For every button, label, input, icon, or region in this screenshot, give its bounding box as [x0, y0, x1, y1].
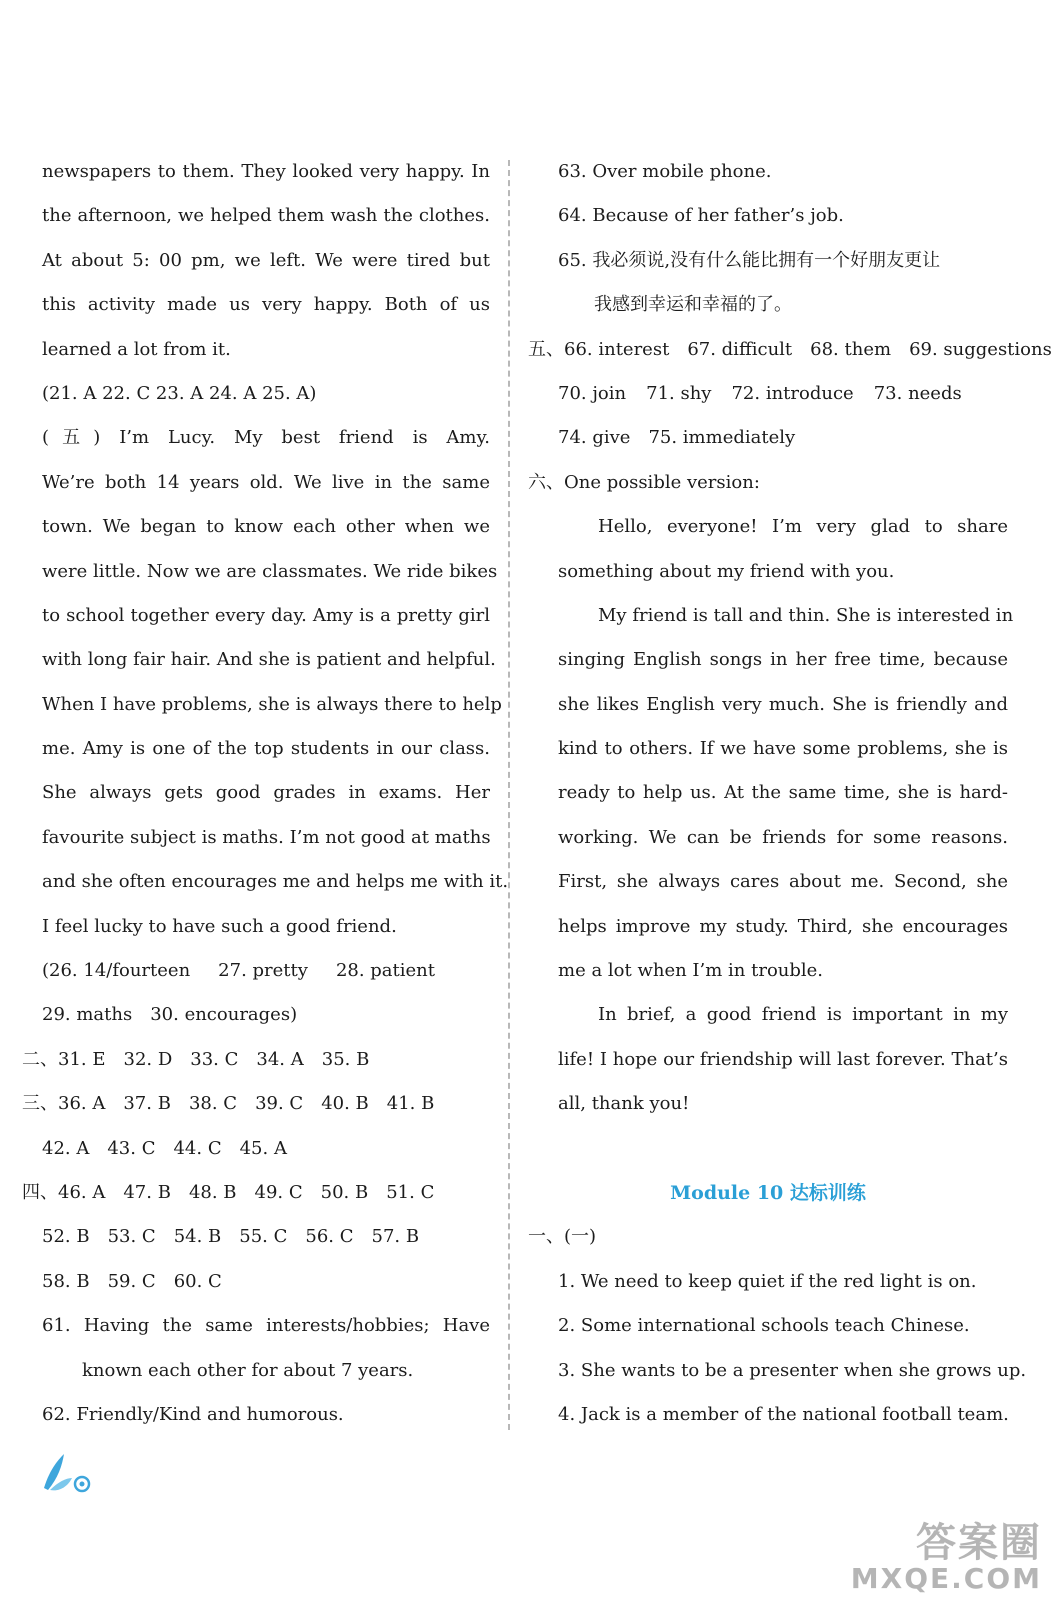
text-line: I feel lucky to have such a good friend. — [42, 915, 397, 937]
answer-line-21-25: (21. A 22. C 23. A 24. A 25. A) — [42, 382, 317, 404]
answer: 71. shy — [646, 382, 712, 404]
column-divider — [508, 160, 510, 1430]
answer: 35. B — [321, 1048, 370, 1070]
text-line: favourite subject is maths. I’m not good at maths — [42, 826, 491, 848]
answer: 73. needs — [873, 382, 962, 404]
watermark — [851, 1522, 1042, 1594]
section-1-heading: 一、(一) — [528, 1226, 597, 1248]
section-5-answers-b — [528, 372, 1008, 416]
answer: 五、66. interest — [528, 338, 670, 360]
text-line: kind to others. If we have some problems, she is — [558, 738, 1008, 760]
answer: 37. B — [123, 1093, 171, 1115]
text-line: this activity made us very happy. Both of us — [42, 294, 490, 316]
answer-65-line: 我感到幸运和幸福的了。 — [594, 294, 792, 316]
text-line: We’re both 14 years old. We live in the same — [42, 471, 490, 493]
answer: 75. immediately — [648, 427, 796, 449]
answer: 27. pretty — [218, 960, 308, 982]
text-line: She always gets good grades in exams. Her — [42, 782, 490, 804]
answer: 38. C — [188, 1093, 238, 1115]
answer: 54. B — [173, 1226, 222, 1248]
answer: 40. B — [321, 1093, 369, 1115]
answer: 42. A — [42, 1137, 90, 1159]
text-line: When I have problems, she is always there to help — [42, 693, 502, 715]
text-line: were little. Now we are classmates. We ride bikes — [42, 560, 498, 582]
answer: 60. C — [173, 1270, 222, 1292]
text-line: ready to help us. At the same time, she is hard- — [558, 782, 1008, 804]
module-answer-1: 1. We need to keep quiet if the red light is on. — [558, 1270, 977, 1292]
section-3-answers-b — [42, 1127, 490, 1171]
answer: 48. B — [188, 1181, 237, 1203]
right-column — [528, 150, 1052, 1437]
text-line: newspapers to them. They looked very happy. In — [42, 161, 490, 182]
text-line: town. We began to know each other when we — [42, 516, 490, 538]
answer: 29. maths — [42, 1004, 133, 1026]
answer-64: 64. Because of her father’s job. — [558, 205, 844, 227]
answer: 72. introduce — [731, 382, 854, 404]
text-line: helps improve my study. Third, she encourages — [558, 915, 1008, 937]
answer: 41. B — [386, 1093, 435, 1115]
answer: 52. B — [42, 1226, 90, 1248]
answer-line-26-28 — [42, 949, 490, 993]
text-line: to school together every day. Amy is a pretty girl — [42, 604, 490, 626]
page-ornament-icon — [40, 1448, 96, 1496]
answer: 30. encourages) — [150, 1004, 298, 1026]
passage-paragraph — [42, 150, 490, 372]
answer: 32. D — [123, 1048, 173, 1070]
answer: 44. C — [173, 1137, 222, 1159]
text-line: all, thank you! — [558, 1093, 690, 1115]
text-line: Hello, everyone! I’m very glad to share — [598, 516, 1008, 538]
section-5-answers-c — [528, 416, 1008, 460]
answer-line-29-30 — [42, 993, 490, 1037]
text-line: In brief, a good friend is important in my — [598, 1004, 1008, 1026]
answer: 49. C — [254, 1181, 303, 1203]
answer: 43. C — [107, 1137, 156, 1159]
text-line: My friend is tall and thin. She is interested in — [598, 604, 1014, 626]
watermark-line: MXQE.COM — [850, 1562, 1042, 1595]
answer: 39. C — [255, 1093, 304, 1115]
answer: 33. C — [190, 1048, 239, 1070]
section-5-answers-a — [528, 328, 1052, 372]
answer: 53. C — [107, 1226, 156, 1248]
text-line: something about my friend with you. — [558, 560, 895, 582]
answer-61-line: 61. Having the same interests/hobbies; Have — [42, 1315, 490, 1337]
text-line: At about 5: 00 pm, we left. We were tired but — [42, 249, 490, 271]
answer: 47. B — [123, 1181, 171, 1203]
answer-63: 63. Over mobile phone. — [558, 161, 772, 182]
text-line: learned a lot from it. — [42, 338, 231, 360]
answer: 69. suggestions — [909, 338, 1052, 360]
module-title: Module 10 达标训练 — [670, 1181, 866, 1204]
section-4-answers-b — [42, 1215, 490, 1259]
text-line: First, she always cares about me. Second, she — [558, 871, 1008, 893]
answer: 70. join — [558, 382, 627, 404]
section-2-answers — [22, 1038, 490, 1082]
section-4-answers-a — [22, 1171, 490, 1215]
essay — [528, 505, 1014, 1126]
section-4-answers-c — [42, 1260, 490, 1304]
section-6-heading: 六、One possible version: — [528, 471, 760, 493]
answer: 50. B — [320, 1181, 369, 1203]
text-line: she likes English very much. She is friendly and — [558, 693, 1008, 715]
text-line: with long fair hair. And she is patient and helpful. — [42, 649, 496, 671]
answer: (26. 14/fourteen — [42, 960, 191, 982]
answer: 四、46. A — [22, 1181, 106, 1203]
answer-62: 62. Friendly/Kind and humorous. — [42, 1403, 344, 1425]
answer: 55. C — [239, 1226, 288, 1248]
text-line: (五) I’m Lucy. My best friend is Amy. — [42, 427, 490, 449]
answer: 68. them — [810, 338, 892, 360]
answer: 56. C — [305, 1226, 354, 1248]
watermark-line: 答案圈 — [916, 1520, 1042, 1566]
module-answer-4: 4. Jack is a member of the national football team. — [558, 1403, 1009, 1425]
answer: 28. patient — [335, 960, 436, 982]
answer: 59. C — [107, 1270, 156, 1292]
section-3-answers-a — [22, 1082, 490, 1126]
answer: 三、36. A — [22, 1093, 106, 1115]
answer-61-line: known each other for about 7 years. — [82, 1359, 414, 1381]
answer: 二、31. E — [22, 1048, 106, 1070]
text-line: working. We can be friends for some reasons. — [558, 826, 1008, 848]
left-column — [22, 150, 509, 1437]
text-line: singing English songs in her free time, because — [558, 649, 1008, 671]
answer: 58. B — [42, 1270, 90, 1292]
text-line: and she often encourages me and helps me with it. — [42, 871, 509, 893]
answer-65-line: 65. 我必须说,没有什么能比拥有一个好朋友更让 — [558, 249, 941, 271]
answer: 57. B — [371, 1226, 420, 1248]
text-line: me a lot when I’m in trouble. — [558, 960, 824, 982]
module-answer-3: 3. She wants to be a presenter when she grows up. — [558, 1359, 1027, 1381]
text-line: me. Amy is one of the top students in our class. — [42, 738, 490, 760]
answer: 67. difficult — [687, 338, 793, 360]
text-line: life! I hope our friendship will last forever. That’s — [558, 1048, 1008, 1070]
passage-five — [42, 416, 509, 949]
answer: 51. C — [386, 1181, 435, 1203]
answer: 45. A — [239, 1137, 287, 1159]
text-line: the afternoon, we helped them wash the clothes. — [42, 205, 490, 227]
answer: 74. give — [558, 427, 631, 449]
module-answer-2: 2. Some international schools teach Chinese. — [558, 1315, 970, 1337]
answer: 34. A — [256, 1048, 304, 1070]
